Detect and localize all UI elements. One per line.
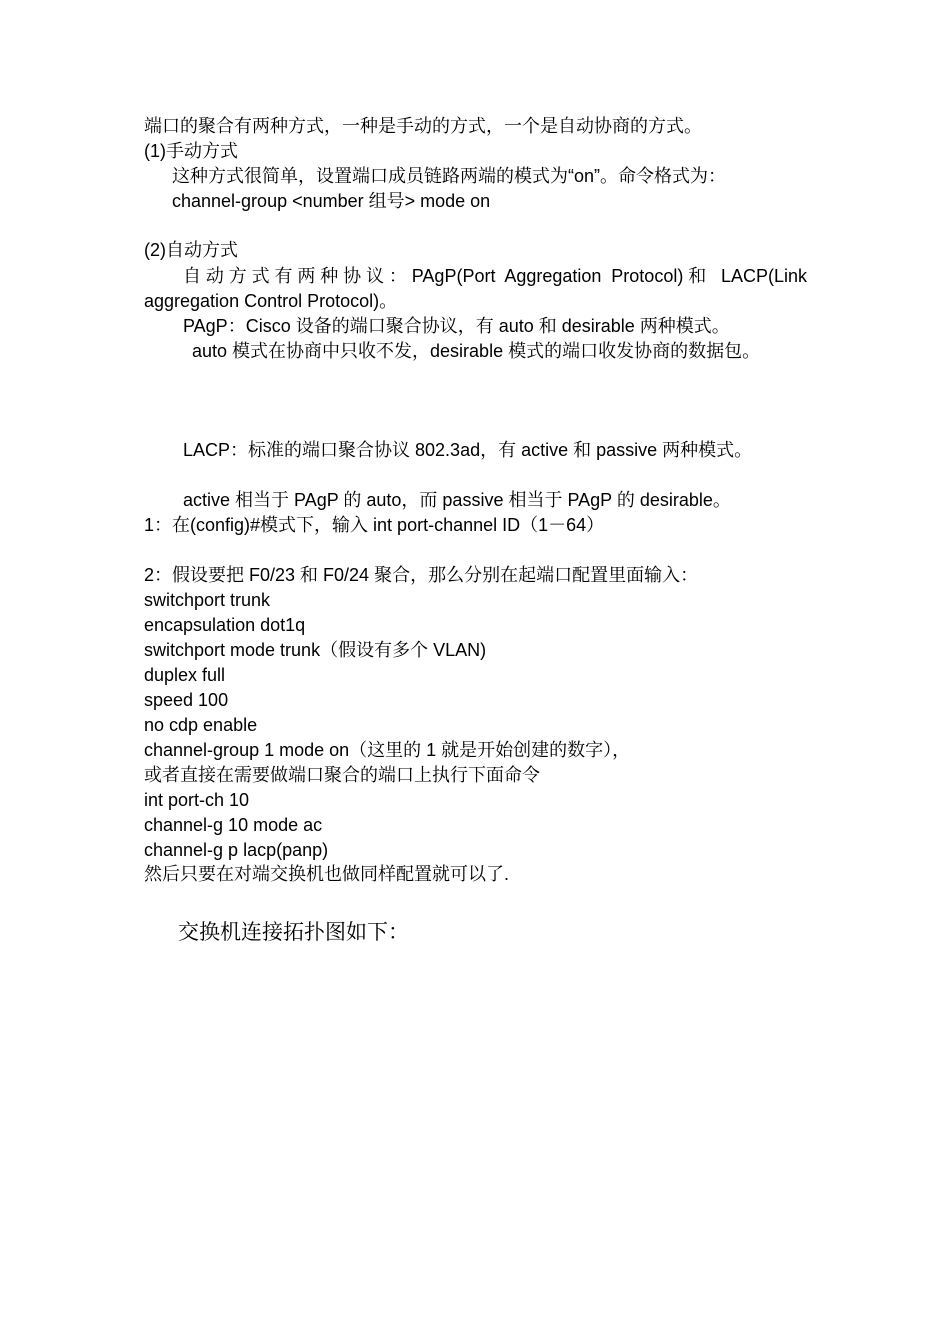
config-line: encapsulation dot1q xyxy=(144,615,306,635)
pagp-description: PAgP：Cisco 设备的端口聚合协议，有 auto 和 desirable 两种模式。 xyxy=(183,316,730,336)
config-line: duplex full xyxy=(144,665,226,685)
lacp-description: LACP：标准的端口聚合协议 802.3ad，有 active 和 passive 两种模式。 xyxy=(183,440,753,460)
config-line: channel-g p lacp(panp) xyxy=(144,840,329,860)
config-line: switchport trunk xyxy=(144,590,271,610)
manual-mode-description: 这种方式很简单，设置端口成员链路两端的模式为“on”。命令格式为： xyxy=(172,166,727,186)
mode-equivalence: active 相当于 PAgP 的 auto，而 passive 相当于 PAgP 的 desirable。 xyxy=(183,490,731,510)
heading-auto-mode: (2)自动方式 xyxy=(144,240,238,260)
config-line: no cdp enable xyxy=(144,715,258,735)
auto-mode-protocols-cont: aggregation Control Protocol)。 xyxy=(144,291,398,311)
config-line: int port-ch 10 xyxy=(144,790,250,810)
step-1: 1：在(config)#模式下，输入 int port-channel ID（1－64） xyxy=(144,515,605,535)
auto-mode-protocols: 自动方式有两种协议：PAgP(Port Aggregation Protocol)和 LACP(Link xyxy=(183,266,807,286)
config-line: channel-g 10 mode ac xyxy=(144,815,323,835)
intro-line: 端口的聚合有两种方式，一种是手动的方式，一个是自动协商的方式。 xyxy=(144,116,702,136)
pagp-modes: auto 模式在协商中只收不发，desirable 模式的端口收发协商的数据包。 xyxy=(192,341,761,361)
config-line: channel-group 1 mode on（这里的 1 就是开始创建的数字）， xyxy=(144,740,631,760)
topology-caption: 交换机连接拓扑图如下： xyxy=(178,920,409,944)
alternative-note: 或者直接在需要做端口聚合的端口上执行下面命令 xyxy=(144,765,540,785)
closing-note: 然后只要在对端交换机也做同样配置就可以了. xyxy=(144,864,509,884)
heading-manual-mode: (1)手动方式 xyxy=(144,141,238,161)
manual-mode-command: channel-group <number 组号> mode on xyxy=(172,191,491,211)
step-2: 2：假设要把 F0/23 和 F0/24 聚合，那么分别在起端口配置里面输入： xyxy=(144,565,699,585)
config-line: switchport mode trunk（假设有多个 VLAN) xyxy=(144,640,487,660)
config-line: speed 100 xyxy=(144,690,229,710)
